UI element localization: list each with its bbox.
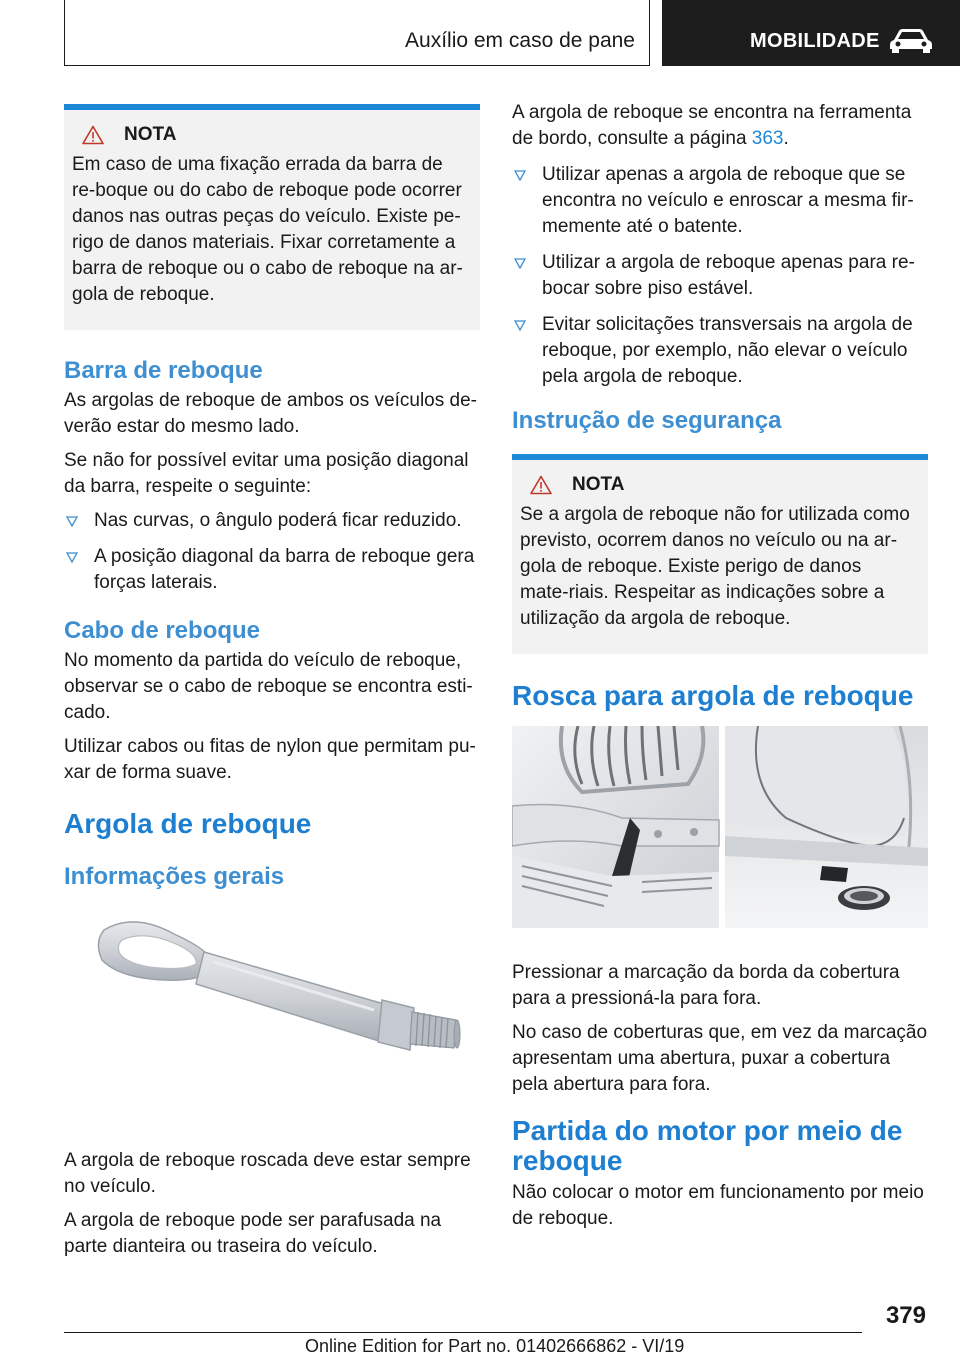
bumper-cover-image — [512, 726, 928, 928]
warning-triangle-icon — [82, 125, 104, 145]
tow-eye-subheading: Informações gerais — [64, 863, 285, 890]
section-tab — [64, 0, 650, 66]
note-title: NOTA — [572, 474, 625, 495]
bullet-triangle-icon — [514, 258, 526, 270]
page-reference-link[interactable]: 363 — [751, 128, 784, 149]
warning-triangle-icon — [530, 475, 552, 495]
footer-divider — [64, 1332, 862, 1333]
tow-bar-p2: Se não for possível evitar uma posição diagonal da barra, respeite o seguinte: — [64, 450, 469, 497]
bullet-triangle-icon — [66, 552, 78, 564]
page-number: 379 — [885, 1302, 926, 1329]
list-item: Evitar solicitações transversais na argola de reboque, por exemplo, não elevar o veículo pela argola de reboque. — [512, 312, 928, 390]
tow-bar-p1: As argolas de reboque de ambos os veículos de-verão estar do mesmo lado. — [64, 390, 477, 437]
warning-note — [512, 454, 928, 654]
tow-eye-heading: Argola de reboque — [64, 808, 312, 839]
tow-cable-heading: Cabo de reboque — [64, 617, 261, 644]
bullet-triangle-icon — [66, 516, 78, 528]
left-column — [64, 100, 480, 1268]
thread-p1: Pressionar a marcação da borda da cobertura para a pressioná-la para fora. — [512, 962, 900, 1009]
note-text: Se a argola de reboque não for utilizada como previsto, ocorrem danos no veículo ou na ar-gola de reboque. Existe perigo de danos mate-riais. Respeitar as indicações sobre a utilização da argola de reboque. — [520, 504, 910, 629]
note-title: NOTA — [124, 124, 177, 145]
usage-list — [512, 162, 928, 390]
intro-text: A argola de reboque se encontra na ferramenta de bordo, consulte a página 363. — [512, 102, 912, 149]
thread-p2: No caso de coberturas que, em vez da marcação apresentam uma abertura, puxar a cobertura pela abertura para fora. — [512, 1022, 928, 1095]
tow-start-p1: Não colocar o motor em funcionamento por meio de reboque. — [512, 1182, 924, 1229]
note-text: Em caso de uma fixação errada da barra de re-boque ou do cabo de reboque pode ocorrer danos nas outras peças do veículo. Existe pe-rigo de danos materiais. Fixar corretamente a barra de reboque ou o cabo de reboque na ar-gola de reboque. — [72, 154, 463, 305]
chapter-tab — [662, 0, 960, 66]
tow-bar-list — [64, 508, 480, 596]
tow-bar-heading: Barra de reboque — [64, 357, 263, 384]
tow-start-heading: Partida do motor por meio de reboque — [512, 1115, 903, 1176]
car-icon — [886, 26, 936, 54]
tow-cable-p1: No momento da partida do veículo de reboque, observar se o cabo de reboque se encontra esti-cado. — [64, 650, 473, 723]
bullet-triangle-icon — [514, 170, 526, 182]
tow-eye-p1: A argola de reboque roscada deve estar sempre no veículo. — [64, 1150, 471, 1197]
page-header — [0, 0, 960, 66]
tow-eye-image — [64, 902, 480, 1134]
section-title: Auxílio em caso de pane — [405, 29, 635, 52]
tow-eye-p2: A argola de reboque pode ser parafusada na parte dianteira ou traseira do veículo. — [64, 1210, 442, 1257]
warning-note — [64, 104, 480, 330]
right-column — [512, 100, 928, 1240]
tow-cable-p2: Utilizar cabos ou fitas de nylon que permitam pu-xar de forma suave. — [64, 736, 476, 783]
thread-photos — [512, 726, 928, 928]
chapter-title: MOBILIDADE — [750, 30, 880, 52]
list-item: Utilizar apenas a argola de reboque que se encontra no veículo e enroscar a mesma fir-memente até o batente. — [512, 162, 928, 240]
bullet-triangle-icon — [514, 320, 526, 332]
list-item: Nas curvas, o ângulo poderá ficar reduzido. — [64, 508, 480, 534]
list-item: A posição diagonal da barra de reboque gera forças laterais. — [64, 544, 480, 596]
list-item: Utilizar a argola de reboque apenas para re-bocar sobre piso estável. — [512, 250, 928, 302]
edition-text: Online Edition for Part no. 01402666862 - VI/19 — [305, 1336, 685, 1356]
thread-heading: Rosca para argola de reboque — [512, 680, 914, 711]
tow-eye-illustration — [64, 902, 480, 1134]
safety-heading: Instrução de segurança — [512, 407, 782, 434]
